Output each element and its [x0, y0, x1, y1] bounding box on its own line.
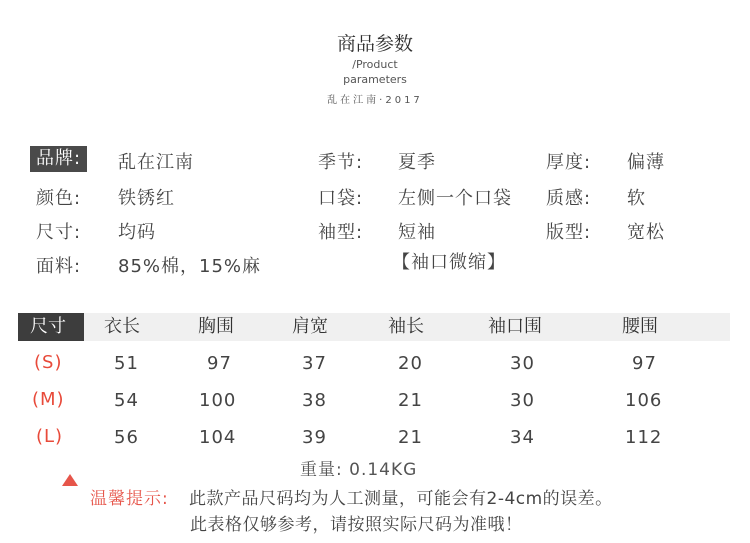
sleeve-label: 袖型:	[318, 222, 364, 243]
color-label: 颜色:	[36, 188, 82, 209]
table-cell: 30	[510, 390, 535, 411]
table-cell: 30	[510, 353, 535, 374]
header-chest: 胸围	[198, 316, 234, 337]
sleeve-note: 【袖口微缩】	[392, 252, 506, 273]
table-cell: 38	[302, 390, 327, 411]
header-length: 衣长	[104, 316, 140, 337]
brand-label: 品牌:	[30, 146, 87, 172]
row-label-m: (M)	[32, 389, 65, 410]
fabric-label: 面料:	[36, 256, 82, 277]
table-cell: 54	[114, 390, 139, 411]
table-cell: 112	[625, 427, 663, 448]
table-cell: 100	[199, 390, 237, 411]
color-value: 铁锈红	[118, 188, 175, 209]
page-title: 商品参数	[336, 33, 413, 55]
pocket-value: 左侧一个口袋	[398, 188, 512, 209]
header-cuff: 袖口围	[488, 316, 542, 337]
pocket-label: 口袋:	[318, 188, 364, 209]
table-cell: 37	[302, 353, 327, 374]
table-cell: 51	[114, 353, 139, 374]
header-shoulder: 肩宽	[292, 316, 328, 337]
warning-triangle-icon	[62, 474, 78, 486]
thickness-value: 偏薄	[627, 152, 665, 173]
brand-year-line: 乱在江南·2017	[327, 95, 423, 106]
sleeve-value: 短袖	[398, 222, 436, 243]
row-label-s: (S)	[34, 352, 63, 373]
table-cell: 34	[510, 427, 535, 448]
table-cell: 97	[207, 353, 232, 374]
weight-text: 重量: 0.14KG	[300, 460, 418, 480]
header-size: 尺寸	[30, 316, 66, 337]
size-label: 尺寸:	[36, 222, 82, 243]
size-value: 均码	[118, 222, 156, 243]
fabric-value: 85%棉，15%麻	[118, 256, 262, 277]
table-cell: 21	[398, 427, 423, 448]
tip-line-2: 此表格仅够参考，请按照实际尺码为准哦！	[190, 515, 523, 535]
fit-label: 版型:	[546, 222, 592, 243]
table-cell: 106	[625, 390, 663, 411]
tip-line-1: 此款产品尺码均为人工测量，可能会有2-4cm的误差。	[189, 489, 613, 509]
table-cell: 104	[199, 427, 237, 448]
season-label: 季节:	[318, 152, 364, 173]
thickness-label: 厚度:	[546, 152, 592, 173]
brand-value: 乱在江南	[118, 152, 194, 173]
table-cell: 56	[114, 427, 139, 448]
texture-value: 软	[627, 188, 646, 209]
tip-label: 温馨提示:	[90, 489, 169, 509]
table-cell: 97	[632, 353, 657, 374]
row-label-l: (L)	[36, 426, 64, 447]
header-sleeve-length: 袖长	[388, 316, 424, 337]
subtitle-en-2: parameters	[343, 73, 407, 86]
season-value: 夏季	[398, 152, 436, 173]
subtitle-en-1: /Product	[352, 58, 398, 71]
header-waist: 腰围	[622, 316, 658, 337]
table-cell: 39	[302, 427, 327, 448]
table-cell: 20	[398, 353, 423, 374]
fit-value: 宽松	[627, 222, 665, 243]
texture-label: 质感:	[546, 188, 592, 209]
table-cell: 21	[398, 390, 423, 411]
